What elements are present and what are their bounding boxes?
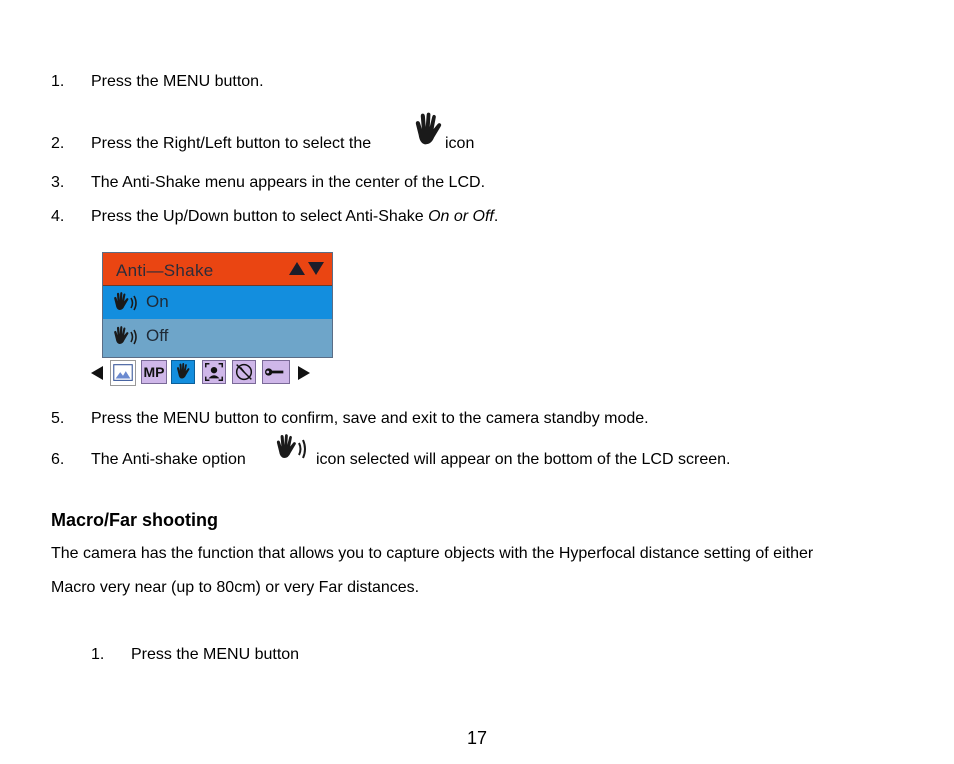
lcd-option-label: Off xyxy=(146,326,169,345)
image-size-icon xyxy=(110,360,136,386)
step-text xyxy=(91,208,498,226)
step-text-after: icon xyxy=(445,135,475,152)
step-text-after: icon selected will appear on the bottom of the LCD screen. xyxy=(316,451,731,468)
anti-shake-off-icon xyxy=(112,326,138,348)
step-text xyxy=(91,135,371,153)
setup-wrench-icon xyxy=(262,360,290,384)
anti-shake-icon xyxy=(171,360,195,384)
lcd-option-on xyxy=(103,286,332,319)
step-number: 1. xyxy=(51,73,65,90)
lcd-menu-header xyxy=(103,253,332,286)
lcd-option-off xyxy=(103,320,332,353)
lcd-menu-title: Anti—Shake xyxy=(116,261,214,280)
step-text-before: The Anti-shake option xyxy=(91,451,246,468)
face-detect-icon xyxy=(202,360,226,384)
section-heading: Macro/Far shooting xyxy=(51,510,219,530)
step-number: 5. xyxy=(51,410,65,427)
page-number: 17 xyxy=(466,728,488,748)
section-paragraph-line: Macro very near (up to 80cm) or very Far distances. xyxy=(51,579,420,596)
step-number: 3. xyxy=(51,174,65,191)
step-text: Press the MENU button. xyxy=(91,73,264,90)
lcd-option-label: On xyxy=(146,292,169,311)
step-number: 4. xyxy=(51,208,65,225)
mp-icon-label: MP xyxy=(143,364,165,380)
right-arrow-icon xyxy=(297,365,321,389)
step-number: 1. xyxy=(91,646,105,663)
anti-shake-hand-icon xyxy=(412,112,444,150)
step-number: 6. xyxy=(51,451,65,468)
anti-shake-on-icon xyxy=(112,292,138,314)
mp-icon xyxy=(141,360,167,384)
section-paragraph-line: The camera has the function that allows you to capture objects with the Hyperfocal distance setting of either xyxy=(51,545,814,562)
step-text: Press the MENU button to confirm, save and exit to the camera standby mode. xyxy=(91,410,649,427)
step-text-end: . xyxy=(493,208,499,225)
anti-shake-option-icon xyxy=(274,434,310,466)
lcd-anti-shake-menu xyxy=(102,252,333,358)
step-text-emphasis: On or Off xyxy=(428,208,494,225)
self-timer-icon xyxy=(232,360,256,384)
step-text-before: Press the Right/Left button to select the xyxy=(91,135,372,152)
step-text: Press the MENU button xyxy=(131,646,300,663)
up-down-arrows-icon xyxy=(288,258,326,278)
step-number: 2. xyxy=(51,135,65,152)
step-text-main: Press the Up/Down button to select Anti-Shake xyxy=(91,208,424,225)
step-text: The Anti-Shake menu appears in the center of the LCD. xyxy=(91,174,486,191)
